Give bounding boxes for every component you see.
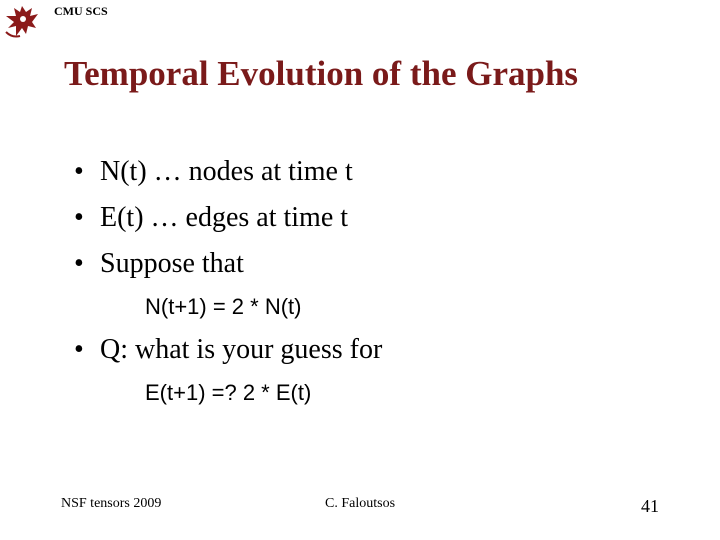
bullet-item xyxy=(74,334,382,366)
bullet-item xyxy=(74,202,348,234)
griffin-logo-icon xyxy=(2,2,42,40)
sub-line: E(t+1) =? 2 * E(t) xyxy=(145,380,312,405)
bullet-glyph: • xyxy=(74,156,84,187)
bullet-text: Suppose that xyxy=(100,248,244,279)
bullet-glyph: • xyxy=(74,334,84,365)
bullet-item xyxy=(74,248,244,280)
header-label: CMU SCS xyxy=(54,4,108,18)
sub-line: N(t+1) = 2 * N(t) xyxy=(145,294,302,319)
bullet-text: E(t) … edges at time t xyxy=(100,202,349,233)
page-number: 41 xyxy=(641,496,659,516)
footer-center: C. Faloutsos xyxy=(325,496,396,511)
bullet-item xyxy=(74,156,353,188)
slide-title: Temporal Evolution of the Graphs xyxy=(64,54,579,93)
bullet-text: Q: what is your guess for xyxy=(100,334,383,365)
bullet-text: N(t) … nodes at time t xyxy=(100,156,353,187)
footer-left: NSF tensors 2009 xyxy=(61,496,162,511)
bullet-glyph: • xyxy=(74,248,84,279)
bullet-glyph: • xyxy=(74,202,84,233)
